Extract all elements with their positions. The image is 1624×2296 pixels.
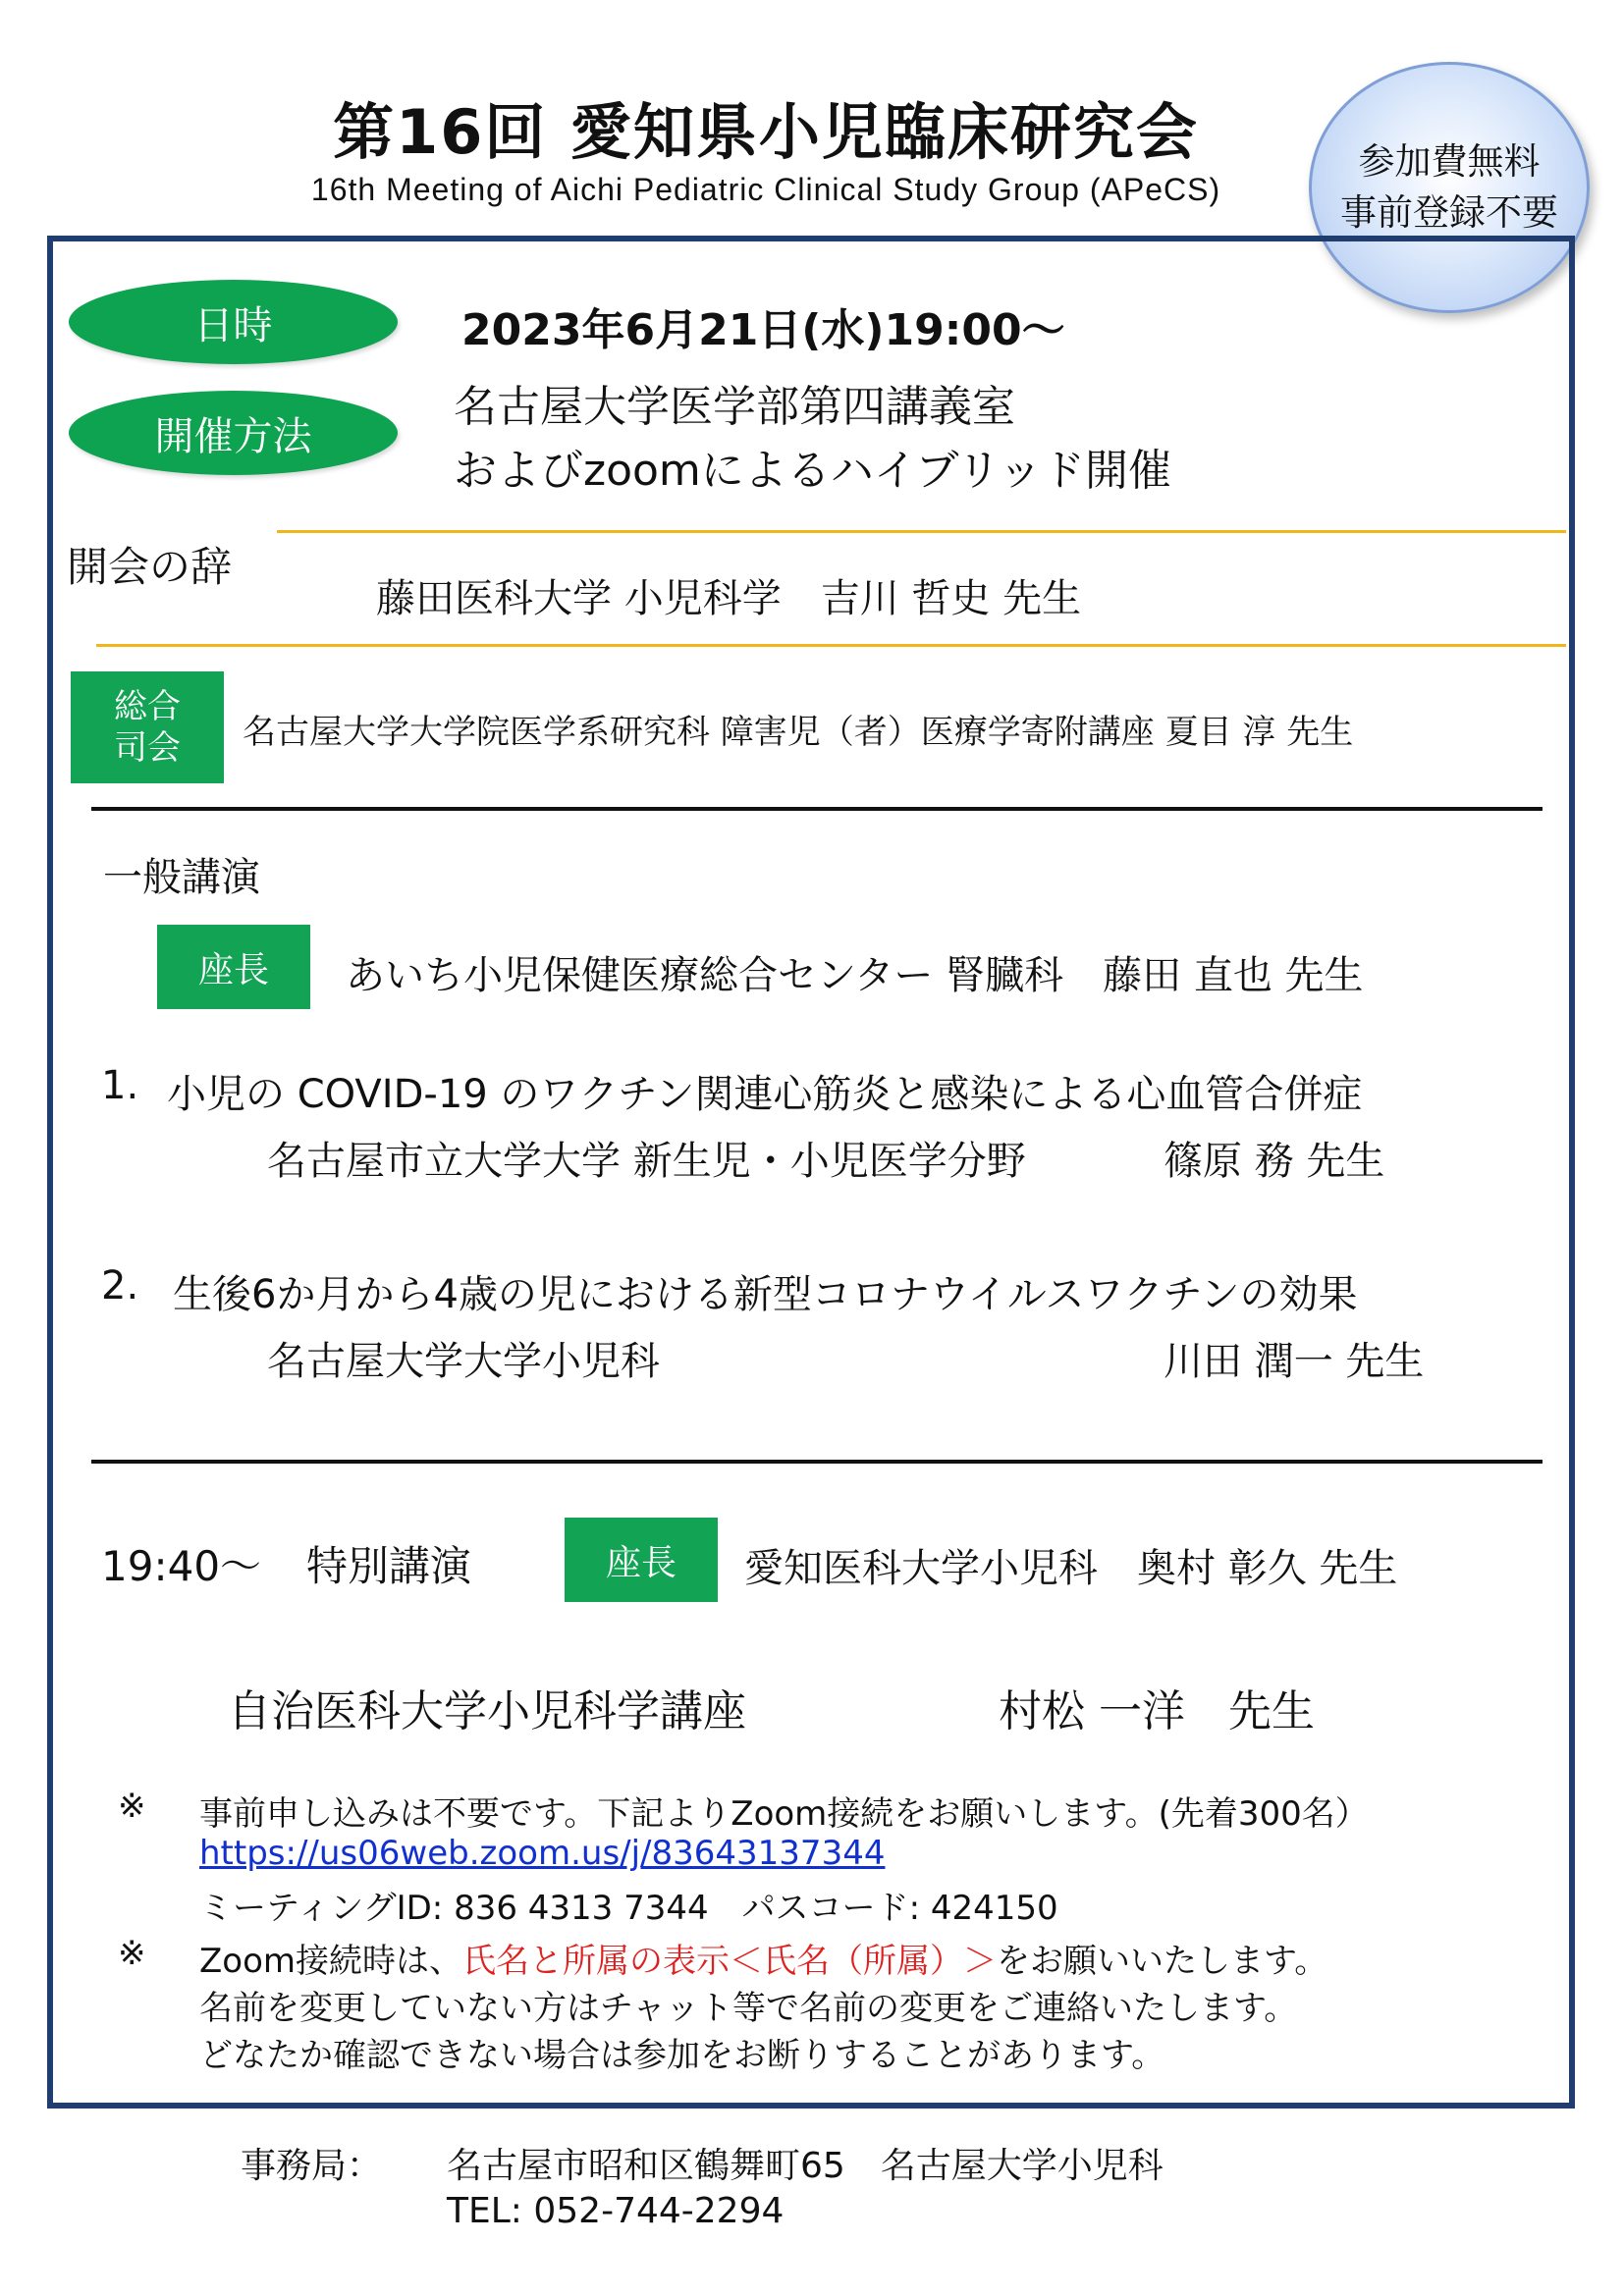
mc-label-box bbox=[71, 671, 224, 783]
date-label-pill bbox=[69, 280, 398, 364]
chair-text-general: あいち小児保健医療総合センター 腎臓科 藤田 直也 先生 bbox=[346, 953, 1364, 998]
page-title: 第16回 愛知県小児臨床研究会 bbox=[333, 96, 1199, 168]
chair-label-box-general bbox=[157, 925, 310, 1009]
talk-1-affiliation: 名古屋市立大学大学 新生児・小児医学分野 bbox=[267, 1139, 1026, 1184]
mc-label-line-2: 司会 bbox=[114, 728, 181, 768]
note-1-text: 事前申し込みは不要です。下記よりZoom接続をお願いします。(先着300名） bbox=[199, 1794, 1369, 1834]
mc-label-line-1: 総合 bbox=[114, 687, 181, 726]
talk-2-speaker: 川田 潤一 先生 bbox=[1164, 1339, 1425, 1384]
event-date: 2023年6月21日(水)19:00～ bbox=[461, 305, 1065, 355]
badge-line-2: 事前登録不要 bbox=[1340, 191, 1558, 234]
talk-2-title: 生後6か月から4歳の児における新型コロナウイルスワクチンの効果 bbox=[173, 1272, 1358, 1317]
venue-line-2: およびzoomによるハイブリッド開催 bbox=[454, 446, 1171, 496]
office-address: 名古屋市昭和区鶴舞町65 名古屋大学小児科 bbox=[447, 2146, 1164, 2186]
zoom-link[interactable]: https://us06web.zoom.us/j/83643137344 bbox=[199, 1834, 886, 1873]
note-2-line-2: 名前を変更していない方はチャット等で名前の変更をご連絡いたします。 bbox=[199, 1989, 1298, 2028]
note-2-post: をお願いいたします。 bbox=[997, 1942, 1328, 1981]
talk-1-number: 1. bbox=[101, 1063, 139, 1108]
note-1-mark: ※ bbox=[118, 1787, 146, 1826]
divider-black-2 bbox=[91, 1460, 1543, 1464]
special-speaker: 村松 一洋 先生 bbox=[999, 1686, 1315, 1736]
note-2-line-3: どなたか確認できない場合は参加をお断りすることがあります。 bbox=[199, 2036, 1165, 2075]
general-heading: 一般講演 bbox=[103, 855, 260, 900]
note-2-line-1 bbox=[199, 1934, 1327, 1982]
office-tel: TEL: 052-744-2294 bbox=[447, 2191, 785, 2231]
special-affiliation: 自治医科大学小児科学講座 bbox=[228, 1686, 746, 1736]
method-label-pill bbox=[69, 391, 398, 475]
note-2-mark: ※ bbox=[118, 1934, 146, 1973]
page-subtitle: 16th Meeting of Aichi Pediatric Clinical Study Group (APeCS) bbox=[310, 172, 1221, 207]
special-time: 19:40～ bbox=[101, 1542, 262, 1590]
chair-label-box-special bbox=[565, 1518, 718, 1602]
method-label: 開催方法 bbox=[154, 413, 312, 459]
venue-line-1: 名古屋大学医学部第四講義室 bbox=[454, 382, 1015, 432]
badge-line-1: 参加費無料 bbox=[1358, 140, 1541, 183]
talk-2-affiliation: 名古屋大学大学小児科 bbox=[267, 1339, 660, 1384]
divider-black-1 bbox=[91, 807, 1543, 811]
mc-text: 名古屋大学大学院医学系研究科 障害児（者）医療学寄附講座 夏目 淳 先生 bbox=[243, 713, 1354, 752]
talk-1-speaker: 篠原 務 先生 bbox=[1164, 1139, 1385, 1184]
note-2-pre: Zoom接続時は、 bbox=[199, 1942, 463, 1981]
chair-label-general: 座長 bbox=[197, 949, 269, 990]
meeting-info: ミーティングID: 836 4313 7344 パスコード: 424150 bbox=[199, 1889, 1058, 1928]
opening-label: 開会の辞 bbox=[67, 543, 233, 591]
date-label: 日時 bbox=[193, 302, 273, 348]
chair-label-special: 座長 bbox=[605, 1542, 677, 1583]
talk-2-number: 2. bbox=[101, 1263, 139, 1308]
divider-yellow-1 bbox=[277, 530, 1566, 533]
chair-text-special: 愛知医科大学小児科 奥村 彰久 先生 bbox=[744, 1546, 1398, 1591]
office-label: 事務局： bbox=[241, 2146, 383, 2186]
note-2-emphasis: 氏名と所属の表示＜氏名（所属）＞ bbox=[462, 1942, 998, 1981]
divider-yellow-2 bbox=[96, 644, 1566, 647]
talk-1-title: 小児の COVID-19 のワクチン関連心筋炎と感染による心血管合併症 bbox=[167, 1072, 1363, 1117]
special-heading: 特別講演 bbox=[306, 1542, 472, 1590]
opening-speaker: 藤田医科大学 小児科学 吉川 哲史 先生 bbox=[376, 576, 1082, 621]
